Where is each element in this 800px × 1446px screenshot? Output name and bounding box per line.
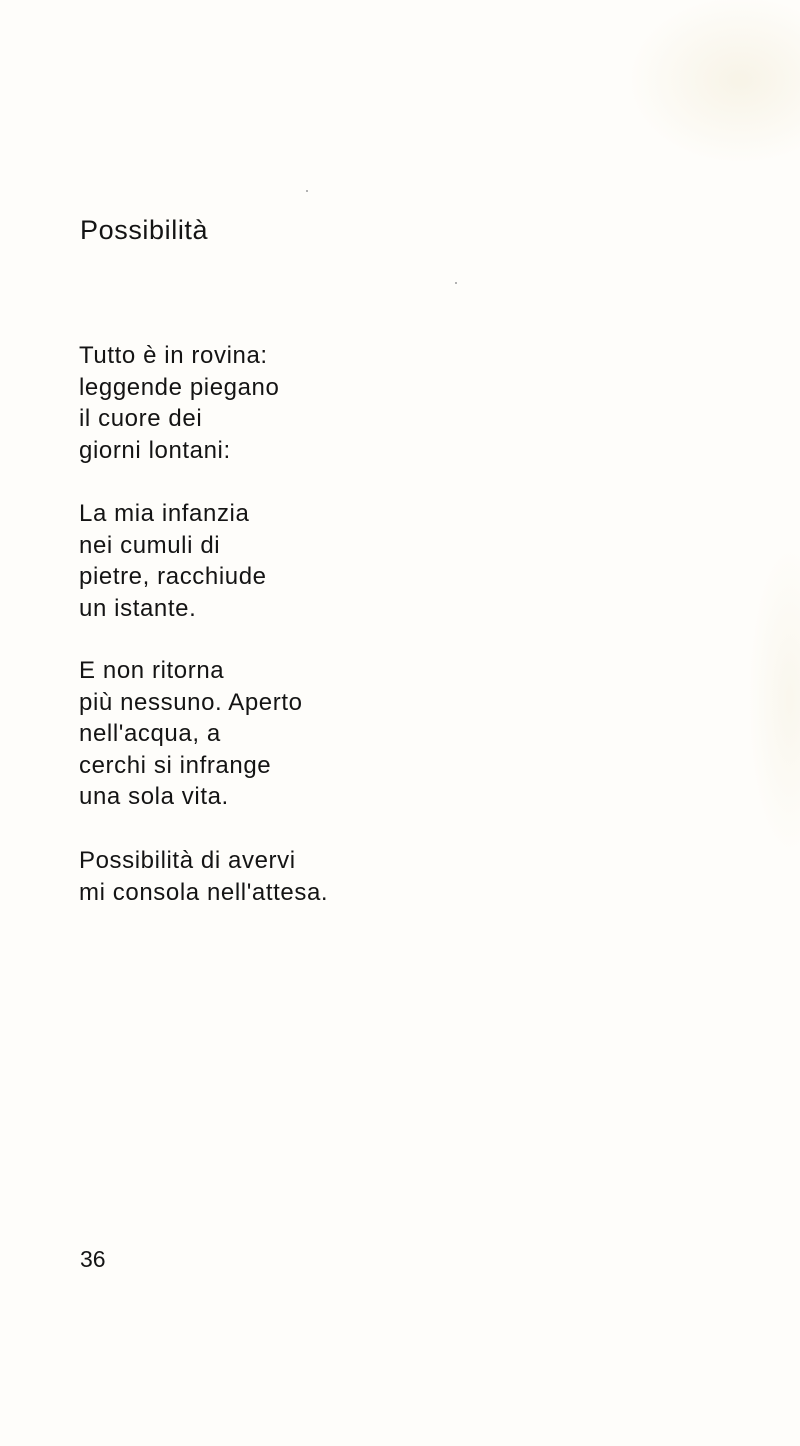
paper-speck <box>455 282 457 284</box>
poem-line: leggende piegano <box>79 373 280 401</box>
poem-line: un istante. <box>79 594 197 622</box>
poem-line: il cuore dei <box>79 405 203 432</box>
poem-line: La mia infanzia <box>79 500 250 527</box>
poem-line: cerchi si infrange <box>79 751 272 779</box>
stanza-3 <box>79 655 303 813</box>
page-number: 36 <box>80 1246 106 1272</box>
poem-line: giorni lontani: <box>79 436 231 464</box>
poem-line: nell'acqua, a <box>79 720 221 747</box>
stanza-2 <box>79 498 267 624</box>
poem-line: mi consola nell'attesa. <box>79 878 329 906</box>
stanza-4 <box>79 845 328 908</box>
poem-title: Possibilità <box>80 215 209 245</box>
poem-line: Tutto è in rovina: <box>79 342 268 369</box>
paper-speck <box>306 190 308 192</box>
poem-line: più nessuno. Aperto <box>79 688 303 716</box>
poem-line: una sola vita. <box>79 783 229 810</box>
poem-line: nei cumuli di <box>79 531 221 559</box>
poem-line: E non ritorna <box>79 657 225 684</box>
stanza-1 <box>79 340 279 466</box>
poem-line: Possibilità di avervi <box>79 847 296 874</box>
poem-line: pietre, racchiude <box>79 563 267 590</box>
